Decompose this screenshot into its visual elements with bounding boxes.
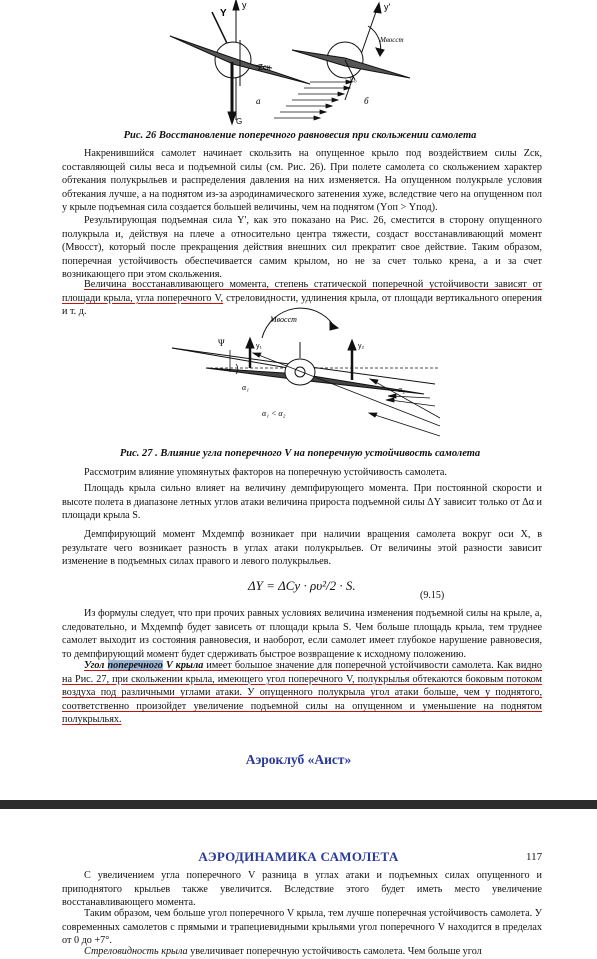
page2-emphasis: Стреловидность крыла bbox=[84, 946, 188, 957]
paragraph-7: Из формулы следует, что при прочих равных условиях величина изменения подъемной силы на крыле, а, следовательно, и Mxдемпф будет зависеть от площади крыла S. Чем больше площадь крыла, тем труднее самолет выходит из состояния равновесия, и наоборот, если самолет имеет глубокое нарушение равновесия, то демпфирующий момент будет сдерживать быстрое возвращение к исходному положению. bbox=[62, 608, 542, 660]
paragraph-4: Рассмотрим влияние упомянутых факторов на поперечную устойчивость самолета. bbox=[84, 467, 447, 478]
paragraph-3-rest: стреловидности, удлинения крыла, от площади вертикального оперения и т. д. bbox=[62, 292, 542, 318]
fig26-m-label: Mвосст bbox=[380, 36, 404, 44]
fig27-relation-label: α₁ < α₂ bbox=[262, 409, 286, 418]
fig26-z-label: Y bbox=[220, 8, 227, 19]
paragraph-6: Демпфирующий момент Mxдемпф возникает при наличии вращения самолета вокруг оси X, в результате чего возникает разность в углах атаки полукрыльев. От величины этой разности зависит изменение в подъемных силах правого и левого полукрыльев. bbox=[62, 529, 542, 568]
fig26-l-label: L₀ bbox=[350, 77, 357, 84]
paragraph-2: Результирующая подъемная сила Y', как это показано на Рис. 26, сместится в сторону опущенного полукрыла и, действуя на плече a относительно центра тяжести, создаст восстанавливающий момент (Mвосст), который после прекращения действия внешних сил прекратит свое действие. Таким образом, поперечная устойчивость обеспечивается самим крылом, но не за счет только крена, а и за счет возникающего при этом скольжения. bbox=[62, 215, 542, 281]
emphasis-angle: Угол bbox=[84, 660, 108, 671]
page2-paragraph-1: С увеличением угла поперечного V разница в углах атаки и подъемных силах опущенного и приподнятого крыльев также увеличится. Вследствие этого будет иметь место увеличение восстанавливающего момента. bbox=[62, 870, 542, 909]
fig26-g-label: G bbox=[236, 117, 243, 126]
figure-26-diagram bbox=[0, 0, 597, 130]
formula-9-15: ΔY = ΔCy · ρυ²/2 · S. bbox=[248, 578, 356, 593]
fig26-b-label: б bbox=[364, 96, 369, 106]
fig26-y-label: y bbox=[242, 0, 247, 10]
underlined-phrase: Величина восстанавливающего момента, степень статической поперечной устойчивости зависят от площади крыла, угла поперечного V, bbox=[62, 279, 542, 304]
figure-27-caption: Рис. 27 . Влияние угла поперечного V на поперечную устойчивость самолета bbox=[119, 448, 481, 459]
page-number: 117 bbox=[526, 851, 543, 863]
footer-aeroclub: Аэроклуб «Аист» bbox=[245, 752, 352, 767]
document-page-117 bbox=[0, 809, 597, 959]
fig26-yprime-label: y' bbox=[384, 2, 391, 12]
fig27-a1-label: α₁ bbox=[242, 383, 249, 392]
emphasis-v-wing: V крыла bbox=[162, 660, 204, 671]
page-heading: АЭРОДИНАМИКА САМОЛЕТА bbox=[198, 849, 399, 864]
fig27-m-label: Mвосст bbox=[270, 315, 297, 324]
paragraph-8 bbox=[62, 659, 542, 727]
paragraph-8-rest: имеет большое значение для поперечной устойчивости самолета. Как видно на Рис. 27, при скольжении крыла, имеющего угол поперечного V, полукрылья обтекаются боковым потоком воздуха под различными углами атаки. У опущенного полукрыла угол атаки больше, чем у поднятого, соответственно произойдет увеличение подъемной силы на опущенном и уменьшение на поднятом полукрыльях. bbox=[62, 660, 542, 726]
fig27-y2-label: y₂ bbox=[358, 343, 365, 350]
page2-paragraph-3-rest: увеличивает поперечную устойчивость самолета. Чем больше угол bbox=[187, 946, 482, 957]
paragraph-5: Площадь крыла сильно влияет на величину демпфирующего момента. При постоянной скорости и высоте полета в диапазоне летных углов атаки величина прироста подъемной силы ΔY зависит только от Δα и площади крыла S. bbox=[62, 483, 542, 522]
formula-number: (9.15) bbox=[420, 590, 445, 601]
page2-paragraph-2: Таким образом, чем больше угол поперечного V крыла, тем лучше поперечная устойчивость самолета. У современных самолетов с прямыми и трапециевидными крыльями угол поперечного V находится в пределах от 0 до +7°. bbox=[62, 908, 542, 947]
page-divider bbox=[0, 800, 597, 809]
fig27-psi-label: Ψ bbox=[218, 338, 225, 348]
highlighted-word: поперечного bbox=[107, 660, 163, 671]
fig26-a-label: а bbox=[256, 96, 261, 106]
figure-27-diagram bbox=[0, 308, 597, 443]
figure-26-caption: Рис. 26 Восстановление поперечного равновесия при скольжении самолета bbox=[123, 130, 477, 141]
fig26-zsk-label: Zск bbox=[258, 63, 271, 72]
fig27-a2-label: α₂ bbox=[398, 385, 405, 394]
page2-paragraph-3 bbox=[62, 945, 542, 959]
paragraph-1: Накренившийся самолет начинает скользить на опущенное крыло под воздействием силы Zск, составляющей силы веса и подъемной силы (см. Рис. 26). При полете самолета со скольжением характер обтекания полукрыльев и распределения давления на них изменяется. На опущенном полукрыле условия обтекания лучше, а на поднятом из-за аэродинамического затенения хуже, вследствие чего на опущенном пол у крыле подъемная сила создается большей величины, чем на поднятом (Yоп > Yпод). bbox=[62, 148, 542, 214]
fig27-y1-label: y₁ bbox=[256, 343, 262, 350]
